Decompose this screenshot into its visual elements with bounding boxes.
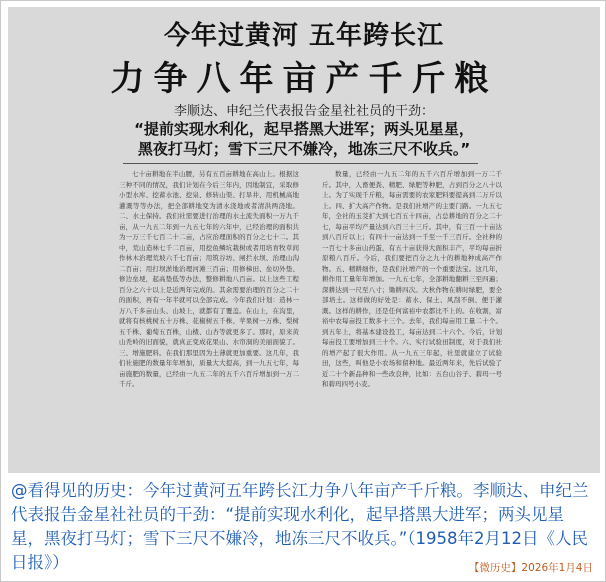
byline: 李顺达、申纪兰代表报告金星社社员的干劲：	[173, 104, 434, 119]
subhead-line-2: 黑夜打马灯；雪下三尺不嫌冷，地冻三尺不收兵。”	[137, 140, 471, 158]
headline-divider	[123, 163, 478, 164]
article-column-left: 七十亩耕地在半山腰，另有五百亩耕地在高山上。根据这三种不同的情况，我们计划在今后三年内，因地制宜，采取修小型水库、挖蓄水池、挖泉、修转山渠、打旱井、用机械高地灌溉等等办法，把全部耕地变为清水浇地或者清洪两浇地。二、水土保持。我们社需要进行治理的水土流失面积一万九千亩，从一九五二年到一九五七年的六年中，已经治理的面积共为一万三千七百二十二亩，占应治理面积的百分之七十二。其中，荒山造林七千二百亩，用挖鱼鳞坑栽树或者用培育牧草间作林木治理荒坡六千七百亩；用筑谷坊、闸拦水坝、治理山沟二百亩；用打坝淤地治理河滩三百亩；用修梯田、垒切外垫、修边垒埂，起高垫低等办法，整修耕地八百亩。以上这些工程百分之六十以上是近两年完成的。其余需要治理的百分之二十的面积，再有一年半就可以全部完成。今年我们计划：造林一万八千多亩山头、山坡上，就都有了覆盖。在山上，在沟里，就将有核桃树五十万株、花椒树五千株、苹果树一万株、梨树五千株、葡萄五百株，山楂、山杏等就更多了。那时，原来黄山秃岭的旧面貌，就真正变成花果山、水帘洞的美丽面貌了。三、增施肥料。在我们那里因为土薄就更加重要。这几年，我们社施肥的数量年年增加，质量大大提高，到一九五七年，每亩施肥的数量，已经由一九五二年的五千六百斤增加到一万二千斤。	[119, 170, 299, 388]
headline-line-1: 今年过黄河 五年跨长江	[163, 21, 445, 51]
newspaper-clipping	[8, 7, 600, 473]
subhead-line-1: “提前实现水利化，起早搭黑大进军；两头见星星，	[134, 120, 474, 138]
article-column-right: 数量，已经由一九五二年的五千六百斤增加到一万二千斤。其中，人畜便粪、精肥、绿肥等种肥，占到百分之八十以上。为了实现千斤粮，每亩需要的农家肥料要提高到二万斤以上。四、扩大高产作物。是我们社增产的主要门路。一九五七年，全社的玉茭扩大到七百五十四亩，占总耕地的百分之二十七，每亩平均产量达到六百三十三斤。其中，有三百一十亩达到八百斤以上；有四十一亩达到一千至一千三百斤。全社种的一百七十多亩山药蛋，有五十亩获得大面积丰产，平均每亩折原粮八百斤。今后，我们要把百分之九十的耕地种成高产作物。五、精耕细作，是我们社增产的一个重要法宝。这几年，耕作用工量年年增加。一九五七年，全部耕地翻耕三至四遍；深耕达到一尺至八寸；锄耕四次。大秋作物在耕时绿肥，要全部培土。这样做的好处是：蓄水、保土、风刮不倒、便于灌溉。这样的耕作，还是任何富裕中农都比不上的。在收割，富裕中农每亩投工数多十三个。去年，我们每亩用工量二十个。到五年上，将基本建设投工，每亩达到二十六个。今后，计划每亩投工要增加到三十个。六、实行试验田制度，对于我们社的增产起了很大作用。从一九五三年起，社里就建立了试验田，这些，叫他是小农场和留种地。最近两年来，先后试验了近二十个新品种和一些改良种，比如：五台山谷子、碧玛一号和碧玛四号小麦。	[322, 170, 502, 388]
source-watermark: 【微历史】2026年1月4日	[468, 562, 593, 574]
post-caption: @看得见的历史：今年过黄河五年跨长江力争八年亩产千斤粮。李顺达、申纪兰代表报告金星社社员的干劲：“提前实现水利化，起早搭黑大进军；两头见星星，黑夜打马灯；雪下三尺不嫌冷，地冻三尺不收兵。”（1958年2月12日《人民日报》）	[11, 481, 589, 572]
headline-line-2: 力争八年亩产千斤粮	[110, 59, 498, 99]
